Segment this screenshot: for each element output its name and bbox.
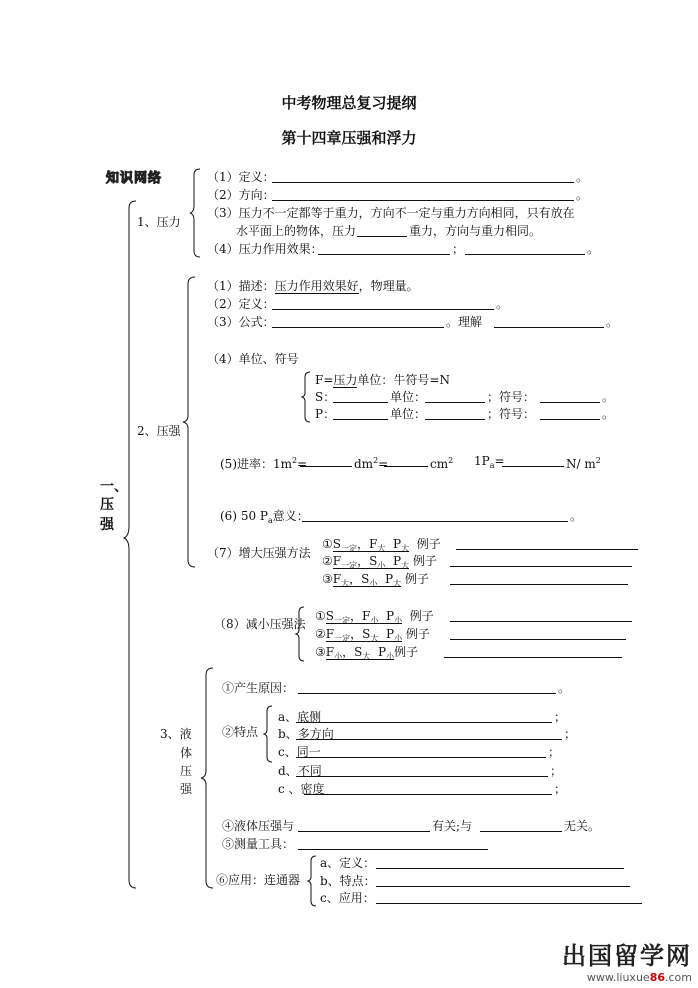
liquid-cause: ①产生原因： [222,681,295,695]
liquid-features: ②特点 [222,725,259,739]
unit-force: F=压力单位：牛符号=N [315,373,450,387]
blank-cm2[interactable] [384,454,428,467]
brace-features [264,705,274,763]
blank-pres-name[interactable] [333,407,388,420]
blank-pa-meaning[interactable] [302,509,568,522]
blank-feature-b[interactable] [296,727,562,740]
blank-feature-a[interactable] [296,710,552,723]
feature-b: b、多方向 [278,727,334,741]
part-label: 一、 [100,479,128,495]
brace-s1 [190,168,202,258]
s2-definition: （2）定义： [207,297,275,311]
feature-a: a、底侧 [278,710,322,724]
s1-effect: （4）压力作用效果： [207,242,323,256]
blank-s2-understand[interactable] [494,315,604,328]
blank-app-feature[interactable] [376,874,630,887]
blank-feature-d[interactable] [296,764,548,777]
doc-subtitle: 第十四章压强和浮力 [281,129,417,147]
blank-dec-3[interactable] [444,645,622,658]
brace-dec [296,606,306,662]
brace-s2 [183,276,197,568]
dec-row-1: $①S_{一定}$，$F_小$ $P_小$ 例子 [315,609,434,625]
blank-s2-formula[interactable] [272,315,444,328]
dec-row-2: $②F_{一定}$，$S_大$ $P_小$ 例子 [315,627,430,643]
feature-c: c、同一 [278,745,321,759]
blank-s1-eq[interactable] [357,224,407,237]
section-pressure-force: 1、压力 [137,215,181,229]
dec-row-3: $③F_小$，$S_大$ $P_小$例子 [315,645,419,661]
s2-formula: （3）公式： [207,315,275,329]
blank-dec-1[interactable] [450,609,632,622]
increase-pressure-methods: （7）增大压强方法 [207,546,311,560]
inc-row-2: $②F_{一定}$，$S_小$ $P_大$ 例子 [322,554,437,570]
unit-area: S： [315,390,336,404]
blank-s1-dir[interactable] [272,188,574,201]
app-usage: c、应用： [320,891,375,905]
blank-s1-eff2[interactable] [465,242,585,255]
knowledge-network-badge: 知识网络 [106,171,163,186]
s2-describe: （1）描述：压力作用效果好，物理量。 [207,279,419,293]
s1-note: （3）压力不一定都等于重力，方向不一定与重力方向相同，只有放在 [207,206,575,220]
section-liquid-pressure: 3、液 [160,727,192,741]
blank-pa[interactable] [502,454,564,467]
brace-s3 [201,667,215,889]
pa-meaning: (6) 50 $P_a$意义： [220,509,309,525]
s1-direction: （2）方向： [207,188,275,202]
app-feature: b、特点： [320,874,376,888]
blank-cause[interactable] [298,681,556,694]
application-connector: ⑥应用：连通器 [216,873,301,887]
watermark: 出国留学网 www.liuxue86.com [562,941,692,984]
s2-units: （4）单位、符号 [207,352,299,366]
blank-area-unit[interactable] [425,390,485,403]
blank-area-symbol[interactable] [540,390,600,403]
liquid-depends: ④液体压强与 [222,819,295,833]
unit-conversion: (5)进率：$1m^2=$ [220,456,308,471]
blank-pres-unit[interactable] [425,407,485,420]
blank-s2-def[interactable] [272,297,494,310]
app-definition: a、定义： [320,856,376,870]
blank-inc-1[interactable] [456,537,638,550]
blank-s1-eff1[interactable] [318,242,450,255]
main-brace [124,200,138,890]
blank-app-usage[interactable] [376,891,642,904]
unit-pressure: P： [315,407,336,421]
blank-depends[interactable] [298,819,430,832]
blank-not-depends[interactable] [480,819,562,832]
decrease-pressure-methods: （8）减小压强法 [214,617,306,631]
s1-definition: （1）定义： [207,170,275,184]
blank-pres-symbol[interactable] [540,407,600,420]
blank-inc-3[interactable] [450,572,628,585]
blank-tool[interactable] [298,837,488,850]
blank-dec-2[interactable] [450,627,626,640]
feature-d: d、不同 [278,764,322,778]
brace-units [302,371,312,423]
measuring-tool: ⑤测量工具： [222,837,295,851]
blank-feature-c[interactable] [296,745,546,758]
blank-feature-e[interactable] [304,782,552,795]
inc-row-3: $③F_大$，$S_小$ $P_大$ 例子 [322,572,429,588]
doc-title: 中考物理总复习提纲 [281,94,417,112]
inc-row-1: $①S_{一定}$，$F_大$ $P_大$ 例子 [322,537,441,553]
blank-inc-2[interactable] [450,554,632,567]
section-pressure: 2、压强 [137,424,181,438]
blank-dm2[interactable] [300,454,352,467]
feature-e: c 、密度 [278,782,325,796]
blank-s1-def[interactable] [272,170,574,183]
blank-area-name[interactable] [333,390,388,403]
blank-app-def[interactable] [376,856,624,869]
brace-apps [308,855,318,907]
